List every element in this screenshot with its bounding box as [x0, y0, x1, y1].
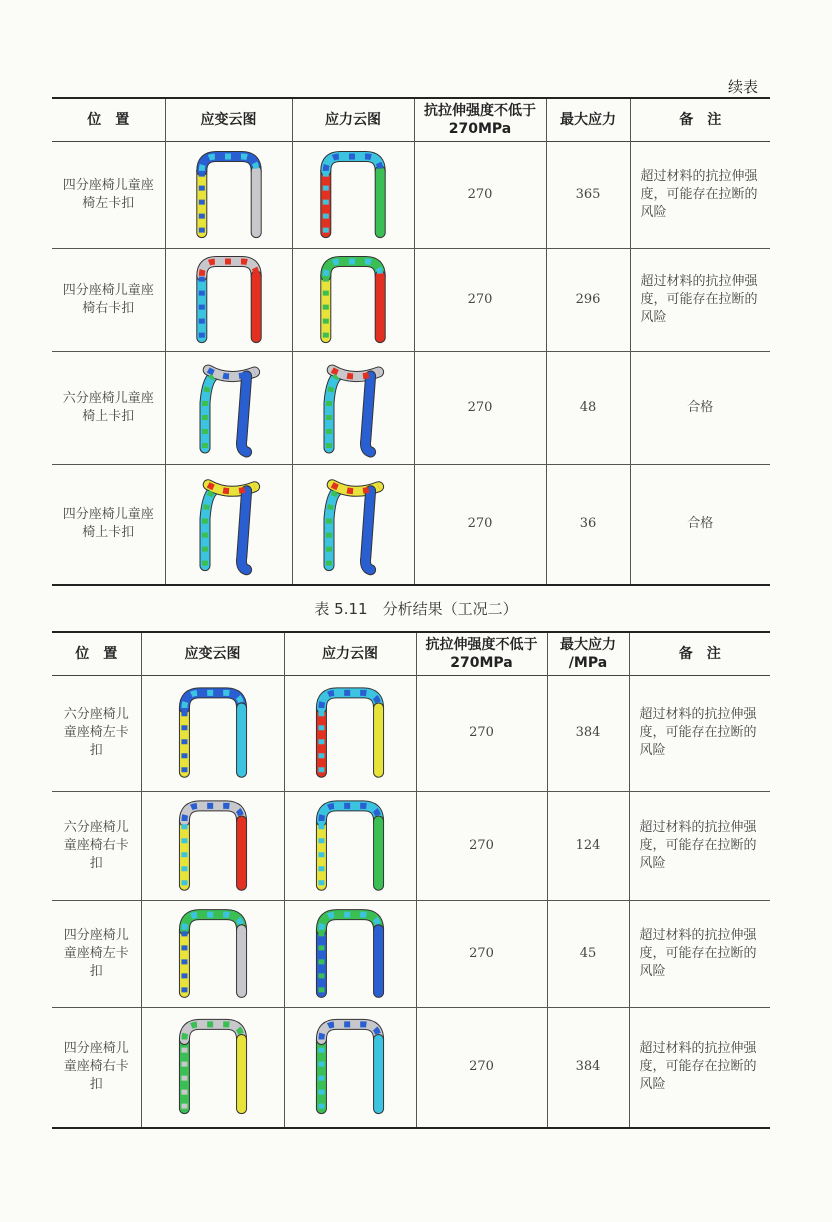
header-stress: 应力云图	[284, 632, 416, 675]
strain-image	[141, 1007, 284, 1128]
max-stress-cell: 384	[547, 675, 629, 791]
table-row	[52, 248, 770, 351]
max-stress-cell: 384	[547, 1007, 629, 1128]
header-location: 位 置	[52, 98, 165, 141]
stress-image	[292, 464, 414, 585]
table-row	[52, 791, 770, 900]
stress-image	[284, 900, 416, 1007]
header-strength: 抗拉伸强度不低于 270MPa	[414, 98, 546, 141]
clip-segment	[241, 491, 246, 570]
table-row	[52, 900, 770, 1007]
strength-cell: 270	[414, 141, 546, 248]
location-cell: 六分座椅儿童座椅上卡扣	[52, 351, 165, 464]
strength-cell: 270	[416, 675, 547, 791]
table-row	[52, 1007, 770, 1128]
table-row	[52, 464, 770, 585]
note-cell: 合格	[630, 464, 770, 585]
clip-segment	[205, 491, 213, 566]
stress-image	[292, 141, 414, 248]
table-caption: 表 5.11 分析结果（工况二）	[314, 600, 518, 618]
results-table-1	[52, 97, 770, 586]
strain-image	[141, 791, 284, 900]
strength-cell: 270	[416, 1007, 547, 1128]
note-cell: 超过材料的抗拉伸强度，可能存在拉断的风险	[630, 248, 770, 351]
location-cell: 六分座椅儿童座椅左卡扣	[52, 675, 141, 791]
stress-image	[284, 675, 416, 791]
strength-cell: 270	[414, 464, 546, 585]
strain-image	[141, 900, 284, 1007]
strength-cell: 270	[414, 351, 546, 464]
header-location: 位 置	[52, 632, 141, 675]
max-stress-cell: 365	[546, 141, 630, 248]
strain-image	[165, 141, 292, 248]
header-note: 备 注	[629, 632, 770, 675]
stress-image	[292, 248, 414, 351]
header-strain: 应变云图	[141, 632, 284, 675]
strain-image	[165, 464, 292, 585]
note-cell: 超过材料的抗拉伸强度，可能存在拉断的风险	[629, 900, 770, 1007]
table-row	[52, 141, 770, 248]
header-stress: 应力云图	[292, 98, 414, 141]
stress-image	[284, 1007, 416, 1128]
continuation-label: 续表	[727, 78, 758, 96]
note-cell: 超过材料的抗拉伸强度，可能存在拉断的风险	[629, 675, 770, 791]
header-strain: 应变云图	[165, 98, 292, 141]
max-stress-cell: 124	[547, 791, 629, 900]
note-cell: 合格	[630, 351, 770, 464]
location-cell: 四分座椅儿童座椅上卡扣	[52, 464, 165, 585]
strain-image	[141, 675, 284, 791]
note-cell: 超过材料的抗拉伸强度，可能存在拉断的风险	[629, 1007, 770, 1128]
header-note: 备 注	[630, 98, 770, 141]
strength-cell: 270	[414, 248, 546, 351]
location-cell: 四分座椅儿童座椅左卡扣	[52, 141, 165, 248]
location-cell: 四分座椅儿童座椅右卡扣	[52, 1007, 141, 1128]
location-cell: 六分座椅儿童座椅右卡扣	[52, 791, 141, 900]
header-max-stress: 最大应力	[546, 98, 630, 141]
strain-image	[165, 248, 292, 351]
strain-image	[165, 351, 292, 464]
results-table-2	[52, 631, 770, 1129]
max-stress-cell: 36	[546, 464, 630, 585]
location-cell: 四分座椅儿童座椅左卡扣	[52, 900, 141, 1007]
clip-segment	[365, 491, 370, 570]
header-strength: 抗拉伸强度不低于 270MPa	[416, 632, 547, 675]
strength-cell: 270	[416, 791, 547, 900]
clip-segment	[241, 376, 246, 452]
stress-image	[284, 791, 416, 900]
header-max-stress: 最大应力 /MPa	[547, 632, 629, 675]
clip-segment	[329, 491, 337, 566]
note-cell: 超过材料的抗拉伸强度，可能存在拉断的风险	[630, 141, 770, 248]
max-stress-cell: 296	[546, 248, 630, 351]
table-row	[52, 351, 770, 464]
strength-cell: 270	[416, 900, 547, 1007]
note-cell: 超过材料的抗拉伸强度，可能存在拉断的风险	[629, 791, 770, 900]
clip-segment	[365, 376, 370, 452]
table-row	[52, 675, 770, 791]
max-stress-cell: 45	[547, 900, 629, 1007]
stress-image	[292, 351, 414, 464]
max-stress-cell: 48	[546, 351, 630, 464]
location-cell: 四分座椅儿童座椅右卡扣	[52, 248, 165, 351]
